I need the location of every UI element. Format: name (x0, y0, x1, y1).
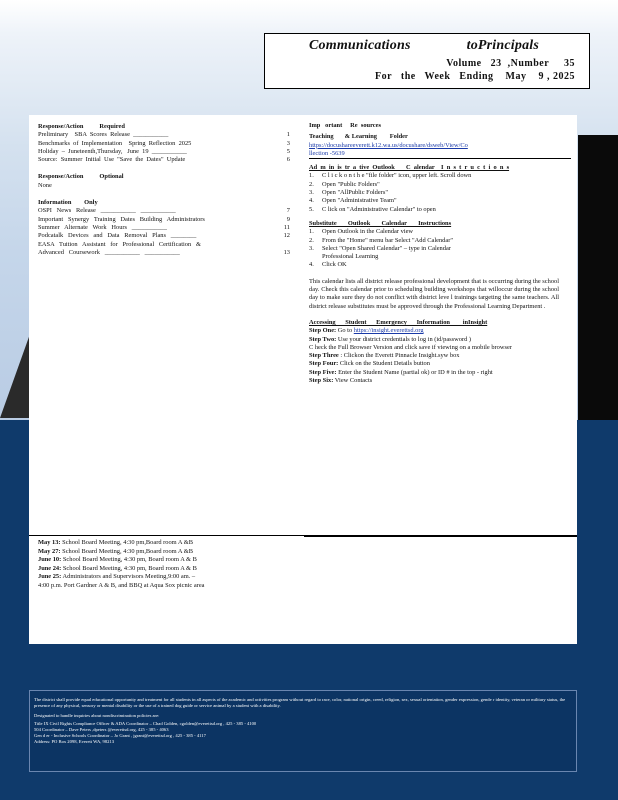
response-required-item-text: Preliminary SBA Scores Release ___________ (38, 131, 169, 139)
substitute-calendar-step-number: 1. (309, 228, 314, 236)
admin-calendar-step-number: 3. (309, 189, 314, 197)
nondiscrimination-statement: The district shall provide equal educational opportunity and treatment for all students in all aspects of the academic and activities program without regard to race, color, national origin, creed, religion, sex, sexual orientation, gender expression, gende r identity, veteran or military status, the presence of any physical, sensory or mental disability or the use of a trained dog guide or service animal by a student with a disability. (34, 697, 566, 709)
calendar-item-date: June 25: (38, 573, 62, 581)
insight-step (309, 344, 571, 352)
information-only-item-page: 11 (283, 223, 290, 231)
admin-calendar-step-number: 2. (309, 180, 314, 188)
teaching-learning-link[interactable]: https://docushareeverett.k12.wa.us/docushare/dsweb/View/Co (309, 141, 468, 149)
upcoming-calendar (29, 535, 577, 644)
insight-step-text: Use your district credentials to log in (id/password ) (336, 335, 471, 343)
insight-step-text: Enter the Student Name (partial ok) or ID # in the top - right (336, 368, 493, 376)
admin-calendar-step (309, 197, 571, 205)
information-only-item (38, 224, 290, 232)
insight-step-text: View Contacts (333, 377, 373, 385)
insight-steps (309, 327, 571, 385)
admin-calendar-step-text: Open "AllPublic Folders" (322, 189, 388, 197)
substitute-calendar-step-number (309, 253, 322, 261)
insight-step (309, 377, 571, 385)
calendar-item (38, 556, 300, 565)
information-only-item-page: 13 (283, 248, 290, 256)
information-only-item-page: 9 (286, 215, 290, 223)
footer-contact-line: Gen d er - Inclusive Schools Coordinator – Jo Grant , jgrant@everettsd.org , 425 - 385 - 4117 (34, 733, 206, 739)
substitute-calendar-step (309, 237, 571, 245)
admin-calendar-step (309, 181, 571, 189)
admin-calendar-step-text: C l i c k o n t h e "file folder" icon, upper left. Scroll down (322, 172, 472, 180)
calendar-item-text: School Board Meeting, 4:30 pm, Board room A & B (61, 564, 197, 572)
response-required-item-page: 6 (286, 156, 290, 164)
information-only-list (38, 207, 290, 257)
information-only-item-text: Podcatalk Devices and Data Removal Plans ________ (38, 232, 197, 240)
calendar-item-text: Administrators and Supervisors Meeting,9:00 am. – (61, 573, 196, 581)
week-ending: For the Week Ending May 9 , 2025 (375, 71, 575, 82)
response-optional-item: None (38, 181, 52, 189)
volume-number: Volume 23 ,Number 35 (446, 58, 575, 69)
insight-step (309, 327, 571, 335)
right-column (309, 122, 571, 385)
admin-calendar-step-number: 4. (309, 197, 314, 205)
response-required-list (38, 131, 290, 164)
substitute-calendar-step (309, 261, 571, 269)
admin-calendar-heading: Ad m in is tr a tive Outlook C alendar I n s t r u c t i o n s (309, 164, 510, 172)
information-only-item (38, 207, 290, 215)
calendar-list (38, 539, 300, 591)
insight-step (309, 360, 571, 368)
insight-step-label: Step Four: (309, 360, 339, 368)
calendar-item-date: June 24: (38, 564, 62, 572)
calendar-item (38, 565, 300, 574)
admin-calendar-step (309, 189, 571, 197)
left-column (38, 123, 290, 257)
calendar-item (38, 539, 300, 548)
teaching-learning-link-cont[interactable]: llection -5639 (309, 150, 571, 159)
background-dark-strip (578, 135, 618, 420)
content-panel (29, 115, 577, 535)
calendar-item-text: 4:00 p.m. Port Gardner A & B, and BBQ at Aqua Sox picnic area (38, 581, 205, 589)
response-required-heading: Response/Action Required (38, 123, 125, 130)
response-required-item (38, 148, 290, 156)
substitute-calendar-heading: Substitute Outlook Calendar Instructions (309, 219, 452, 227)
insight-step-label: Step One: (309, 327, 337, 335)
response-required-item (38, 131, 290, 139)
insight-step-text: C heck the Full Browser Version and click save if viewing on a mobile browser (309, 343, 512, 351)
response-required-item-text: Source: Summer Initial Use "Save the Dates" Update (38, 156, 186, 164)
substitute-calendar-step-number: 2. (309, 236, 314, 244)
information-only-item-text: Advanced Coursework ___________ ___________ (38, 248, 180, 256)
insight-step (309, 369, 571, 377)
designated-intro: Designated to handle inquiries about nondiscrimination policies are: (34, 713, 160, 719)
substitute-calendar-step-text: Open Outlook in the Calendar view (322, 228, 414, 236)
information-only-item (38, 241, 290, 249)
calendar-item-date: June 10: (38, 556, 62, 564)
resources-heading: Imp ortant Re sources (309, 122, 381, 129)
admin-calendar-step (309, 206, 571, 214)
calendar-item-text: School Board Meeting, 4:30 pm,Board room A &B (60, 547, 193, 555)
insight-step-text: Click on the Student Details button (338, 360, 430, 368)
footer-contact-line: 504 Coordinator – Dave Peters ,dpeters @everettsd.org, 425 - 385 - 4063 (34, 726, 169, 732)
response-required-item-text: Holiday – Juneteenth,Thursday, June 19 ___________ (38, 147, 187, 155)
substitute-calendar-step-number: 4. (309, 261, 314, 269)
information-only-heading: Information Only (38, 199, 98, 207)
admin-calendar-step-text: Open "Public Folders" (322, 180, 380, 188)
insight-step-label: Step Five: (309, 368, 337, 376)
substitute-calendar-step (309, 228, 571, 236)
response-optional-heading: Response/Action Optional (38, 173, 124, 181)
substitute-calendar-step (309, 245, 571, 253)
response-required-item (38, 156, 290, 164)
admin-calendar-steps (309, 172, 571, 213)
admin-calendar-step-text: C lick on "Administrative Calendar" to open (322, 205, 436, 213)
admin-calendar-step-number: 1. (309, 172, 314, 180)
information-only-item-text: EASA Tuition Assistant for Professional Certification & (38, 240, 201, 248)
substitute-calendar-steps (309, 228, 571, 269)
response-required-item-text: Benchmarks of Implementation Spring Reflection 2025 (38, 139, 192, 147)
insight-heading: Accessing Student Emergency Information inInsight (309, 318, 488, 326)
insight-step (309, 336, 571, 344)
footer-contact-line: Address: PO Box 2098, Everett WA, 98213 (34, 739, 115, 745)
insight-step (309, 352, 571, 360)
response-required-item-page: 1 (286, 131, 290, 139)
admin-calendar-step-text: Open "Administrative Team" (322, 197, 397, 205)
substitute-calendar-step-number: 3. (309, 244, 314, 252)
substitute-calendar-step-text: Click OK (322, 261, 347, 269)
footer-contact-line: Title IX Civil Rights Compliance Officer & ADA Coordinator – Chad Golden, cgolden@everettsd.org , 425 - 385 - 4100 (34, 720, 257, 726)
calendar-item-date: May 27: (38, 547, 61, 555)
information-only-item-page: 7 (286, 207, 290, 215)
information-only-item (38, 216, 290, 224)
footer-contacts (34, 721, 572, 746)
calendar-item-text: School Board Meeting, 4:30 pm,Board room A &B (60, 539, 193, 546)
information-only-item (38, 249, 290, 257)
newsletter-title: Communications toPrincipals (309, 38, 540, 53)
response-required-item (38, 140, 290, 148)
information-only-item-text: Summer Alternate Work Hours ___________ (38, 223, 167, 231)
calendar-item-date: May 13: (38, 539, 61, 546)
calendar-paragraph: This calendar lists all district release professional development that is occurring during the school day. Check this calendar prior to scheduling building workshops that willoccur during the school day to make sure they do not conflict with district leve l trainings targeting the same teachers. All district release substitutes must be approved through the Professional Learning Department . (309, 277, 559, 310)
insight-step-label: Step Six: (309, 377, 334, 385)
response-required-item-page: 3 (286, 139, 290, 147)
substitute-calendar-step-text: Select "Open Shared Calendar" – type in Calendar (322, 244, 451, 252)
teaching-learning-heading: Teaching & Learning Folder (309, 133, 408, 141)
substitute-calendar-step-text: Professional Learning (322, 253, 379, 261)
information-only-item (38, 232, 290, 240)
insight-step-text: : Clickon the Everett Pinnacle Insight.syw box (338, 352, 460, 360)
calendar-divider (304, 536, 577, 537)
information-only-item-text: Important Synergy Training Dates Building Administrators (38, 215, 205, 223)
substitute-calendar-step-text: From the "Home" menu bar Select "Add Calendar" (322, 236, 453, 244)
insight-step-label: Step Three (309, 352, 339, 360)
calendar-item (38, 573, 300, 582)
admin-calendar-step-number: 5. (309, 205, 314, 213)
calendar-item-text: School Board Meeting, 4:30 pm, Board room A & B (61, 556, 197, 564)
newsletter-header (264, 33, 590, 89)
insight-step-label: Step Two: (309, 335, 337, 343)
insight-step-text: Go to (336, 327, 354, 335)
information-only-item-text: OSPI News Release ___________ ___________ (38, 207, 176, 215)
response-required-item-page: 5 (286, 147, 290, 155)
calendar-item (38, 582, 300, 591)
substitute-calendar-step (309, 253, 571, 261)
admin-calendar-step (309, 172, 571, 180)
insight-link[interactable]: https://insight.everettsd.org (353, 327, 424, 335)
nondiscrimination-footer (29, 690, 577, 772)
calendar-item (38, 548, 300, 557)
information-only-item-page: 12 (283, 232, 290, 240)
